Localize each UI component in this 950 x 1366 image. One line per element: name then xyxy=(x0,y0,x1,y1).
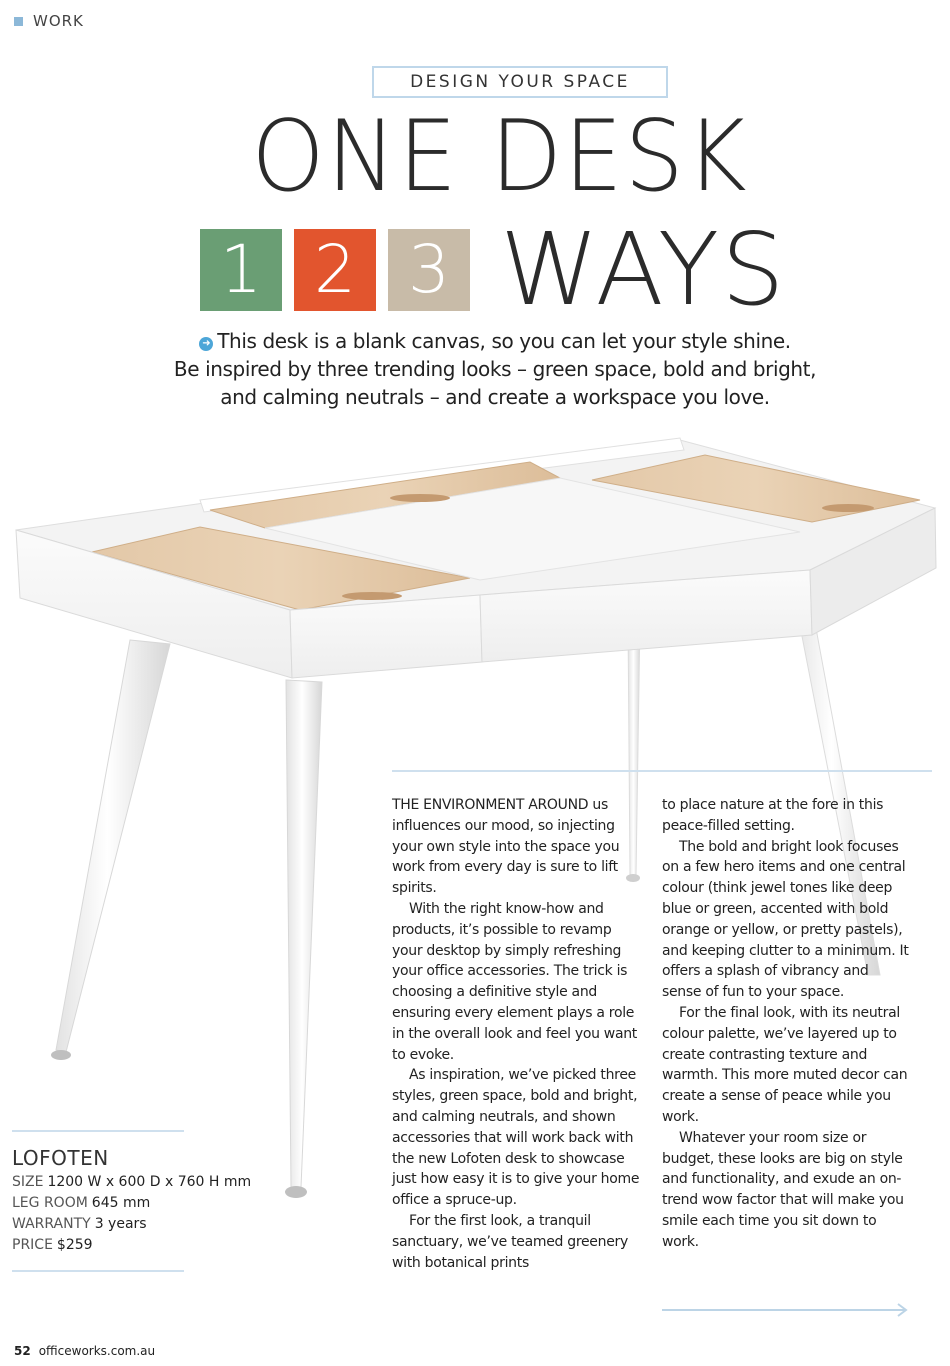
kicker-label: DESIGN YOUR SPACE xyxy=(372,66,668,98)
article-paragraph: For the final look, with its neutral colour palette, we’ve layered up to create contrasting texture and warmth. This more muted decor can create a sense of peace while you work. xyxy=(662,1004,908,1125)
number-box-2: 2 xyxy=(294,229,376,311)
article-paragraph: The bold and bright look focuses on a few hero items and one central colour (think jewel tones like deep blue or green, accented with bold orange or yellow, or pretty pastels), and keeping clutter to a minimum. It offers a splash of vibrancy and sense of fun to your space. xyxy=(662,838,909,1001)
page-title-line1: ONE DESK xyxy=(251,100,749,214)
product-name: LOFOTEN xyxy=(12,1146,109,1170)
spec-row-price: PRICE $259 xyxy=(12,1237,93,1253)
number-box-1: 1 xyxy=(200,229,282,311)
spec-row-warranty: WARRANTY 3 years xyxy=(12,1216,147,1232)
intro-line-3: and calming neutrals – and create a workspace you love. xyxy=(220,385,770,409)
section-label: WORK xyxy=(33,12,84,30)
article-paragraph: to place nature at the fore in this peace-filled setting. xyxy=(662,797,884,834)
arrow-circle-icon: ➜ xyxy=(199,337,213,351)
spec-row-legroom: LEG ROOM 645 mm xyxy=(12,1195,151,1211)
page-number: 52 xyxy=(14,1344,31,1358)
article-paragraph: As inspiration, we’ve picked three styles, green space, bold and bright, and calming neutrals, and shown accessories that will work back with the new Lofoten desk to showcase just how easy it is to give your home office a spruce-up. xyxy=(392,1067,640,1209)
article-paragraph: Whatever your room size or budget, these looks are big on style and functionality, and exude an on-trend wow factor that will make you smile each time you sit down to work. xyxy=(662,1129,904,1250)
article-paragraph: THE ENVIRONMENT AROUND us influences our mood, so injecting your own style into the space you work from every day is sure to lift spirits. xyxy=(392,797,620,897)
site-url: officeworks.com.au xyxy=(38,1344,156,1358)
section-tag xyxy=(14,12,84,30)
article-paragraph: For the first look, a tranquil sanctuary, we’ve teamed greenery with botanical prints xyxy=(392,1212,628,1271)
article-top-rule xyxy=(392,770,932,772)
article-column-1 xyxy=(392,795,640,1273)
product-spec xyxy=(12,1148,272,1256)
desk-leg-front-right xyxy=(286,680,322,1187)
page-title-line2 xyxy=(200,211,787,328)
intro-line-1: This desk is a blank canvas, so you can let your style shine. xyxy=(217,329,791,353)
square-icon xyxy=(14,17,23,26)
spec-top-rule xyxy=(12,1130,184,1132)
article-column-2 xyxy=(662,795,910,1253)
intro-line-2: Be inspired by three trending looks – green space, bold and bright, xyxy=(173,357,817,381)
desk-leg-front-left xyxy=(56,640,170,1052)
spec-bottom-rule xyxy=(12,1270,184,1272)
number-box-3: 3 xyxy=(388,229,470,311)
arrow-right-icon xyxy=(662,1302,912,1318)
page-footer xyxy=(14,1344,155,1358)
article-paragraph: With the right know-how and products, it’s possible to revamp your desktop by simply refreshing your office accessories. The trick is choosing a definitive style and ensuring every element plays a role in the overall look and feel you want to evoke. xyxy=(392,900,637,1063)
title-word-ways: WAYS xyxy=(500,211,787,328)
spec-row-size: SIZE 1200 W x 600 D x 760 H mm xyxy=(12,1174,252,1190)
drawer-front-center xyxy=(290,595,482,678)
intro-text xyxy=(120,327,870,411)
